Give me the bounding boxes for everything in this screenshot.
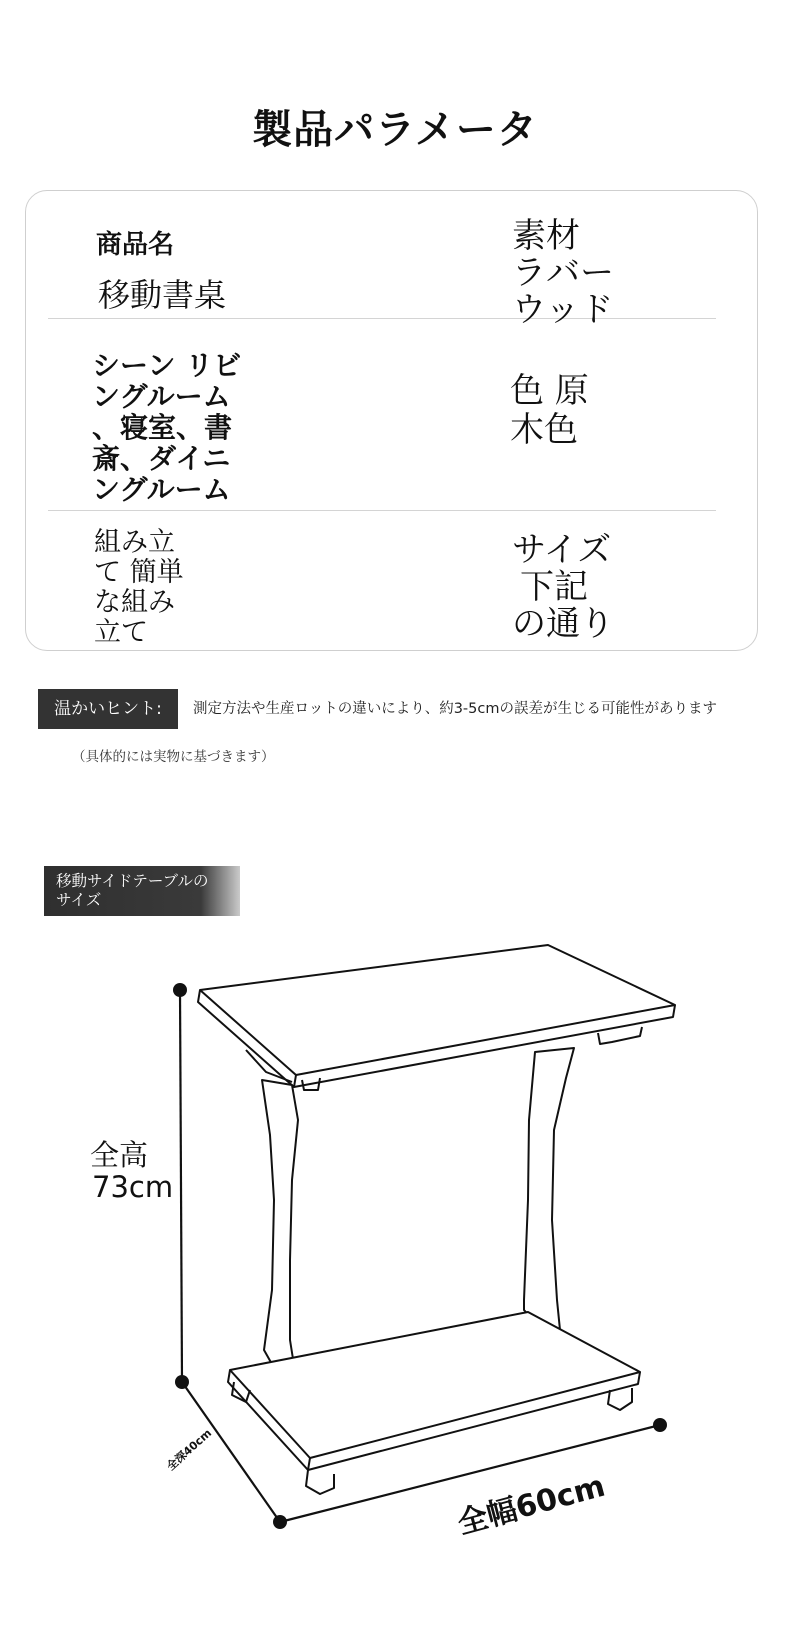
height-value: 73cm	[92, 1170, 174, 1204]
dimension-dot	[175, 1375, 189, 1389]
size-info: サイズ 下記 の通り	[512, 530, 614, 644]
product-name-label: 商品名	[96, 230, 175, 260]
hint-label: 温かいヒント:	[38, 689, 178, 729]
dimension-dot	[653, 1418, 667, 1432]
dimension-dot	[173, 983, 187, 997]
height-label: 全高	[90, 1138, 149, 1172]
color-info: 色 原 木色	[510, 371, 589, 450]
right-leg	[524, 1048, 574, 1338]
depth-label: 全深40cm	[164, 1426, 215, 1474]
hint-text: 測定方法や生産ロットの違いにより、約3-5cmの誤差が生じる可能性があります	[193, 701, 717, 717]
assembly-info: 組み立 て 簡単 な組み 立て	[94, 527, 184, 648]
size-section-label: 移動サイドテーブルの サイズ	[44, 866, 240, 916]
hint-subtext: （具体的には実物に基づきます）	[72, 749, 275, 765]
width-label: 全幅60cm	[454, 1468, 609, 1542]
product-name-value: 移動書桌	[98, 276, 227, 314]
dimension-dot	[273, 1515, 287, 1529]
left-leg	[262, 1080, 298, 1382]
page-title: 製品パラメータ	[252, 107, 538, 153]
wheel	[306, 1470, 334, 1494]
scene-info: シーン リビ ングルーム 、寝室、書 斎、ダイニ ングルーム	[92, 349, 242, 506]
table-top	[200, 945, 675, 1075]
height-dimension-line	[180, 990, 182, 1382]
material-info: 素材 ラバー ウッド	[512, 216, 614, 330]
